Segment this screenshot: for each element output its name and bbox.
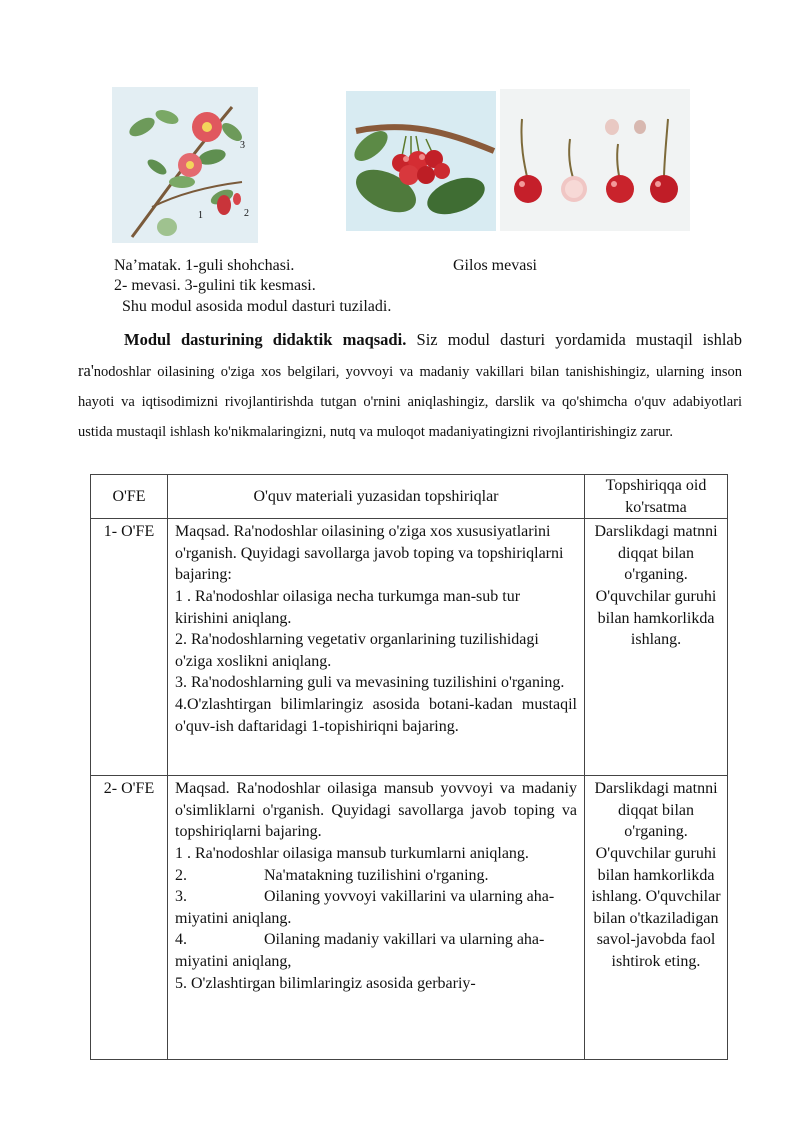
didactic-body: nodoshlar oilasining o'ziga xos belgilari, yovvoyi va madaniy vakillari bilan tanishishingiz, ularning inson hayoti va iqtisodimizni rivojlantirishda tutgan o'rnini aniqlashingiz, darslik va qo'shimcha o'quv adabiyotlari ustida mustaqil ishlash ko'nikmalaringizni, nutq va muloqot madaniyatingizni rivojlantirishingiz zarur.	[78, 364, 742, 440]
row2-task-4	[175, 929, 577, 951]
table-row	[91, 519, 728, 776]
row1-task-2: 2. Ra'nodoshlarning vegetativ organlarining tuzilishidagi o'ziga xoslikni aniqlang.	[175, 631, 539, 670]
intro-line: Shu modul asosida modul dasturi tuziladi.	[122, 298, 392, 315]
row1-task-4: 4.O'zlashtirgan bilimlaringiz asosida botani-kadan mustaqil o'quv-ish daftaridagi 1-topishiriqni bajaring.	[175, 695, 577, 735]
row2-task-4-num: 4.	[175, 931, 187, 949]
header-guide: Topshiriqqa oid ko'rsatma	[585, 475, 728, 519]
row2-task-1: 1 . Ra'nodoshlar oilasiga mansub turkumlarni aniqlang.	[175, 844, 529, 862]
row2-goal: Maqsad. Ra'nodoshlar oilasiga mansub yovvoyi va madaniy o'simliklarni o'rganish. Quyidagi savollarga javob toping va topshiriqlarni bajaring.	[175, 780, 577, 841]
row2-ofe: 2- O'FE	[91, 776, 168, 1060]
didactic-line2-start: ishlab ra'	[78, 330, 742, 380]
row2-task-3-num: 3.	[175, 888, 187, 906]
cherry-branch-illustration	[346, 91, 496, 231]
cherry-fruits-illustration	[500, 89, 690, 231]
header-tasks: O'quv materiali yuzasidan topshiriqlar	[168, 475, 585, 519]
row2-task-4-cont: miyatini aniqlang,	[175, 952, 292, 970]
row1-ofe: 1- O'FE	[91, 519, 168, 776]
didactic-lead: Siz modul dasturi yordamida mustaqil	[406, 330, 693, 349]
row2-task-3-text: Oilaning yovvoyi vakillarini va ularning aha-	[264, 888, 555, 906]
didactic-paragraph	[78, 325, 742, 447]
figure-label-3: 3	[240, 140, 245, 151]
cherry-caption: Gilos mevasi	[453, 257, 537, 274]
row2-task-3-cont: miyatini aniqlang.	[175, 909, 292, 927]
rosehip-caption-line1: Na’matak. 1-guli shohchasi.	[114, 257, 295, 274]
row2-tasks	[168, 776, 585, 1060]
row1-task-3: 3. Ra'nodoshlarning guli va mevasining tuzilishini o'rganing.	[175, 674, 565, 692]
row2-task-2-num: 2.	[175, 866, 187, 884]
task-table	[90, 474, 728, 1060]
row2-task-3	[175, 886, 577, 908]
table-header-row	[91, 475, 728, 519]
header-ofe: O'FE	[91, 475, 168, 519]
row1-task-1: 1 . Ra'nodoshlar oilasiga necha turkumga man-sub tur kirishini aniqlang.	[175, 587, 521, 627]
figure-label-2: 2	[244, 208, 249, 219]
rosehip-illustration	[112, 87, 258, 243]
row2-task-2-text: Na'matakning tuzilishini o'rganing.	[264, 866, 489, 884]
row2-task-5: 5. O'zlashtirgan bilimlaringiz asosida gerbariy-	[175, 974, 476, 992]
row2-task-2	[175, 865, 577, 887]
row1-guide: Darslikdagi matnni diqqat bilan o'rganing. O'quvchilar guruhi bilan hamkorlikda ishlang.	[585, 519, 728, 776]
table-row	[91, 776, 728, 1060]
didactic-heading: Modul dasturining didaktik maqsadi.	[124, 330, 407, 349]
rosehip-caption-line2: 2- mevasi. 3-gulini tik kesmasi.	[114, 277, 316, 294]
row2-guide: Darslikdagi matnni diqqat bilan o'rganing. O'quvchilar guruhi bilan hamkorlikda ishlang. O'quvchilar bilan o'tkaziladigan savol-javobda faol ishtirok eting.	[585, 776, 728, 1060]
row1-goal: Maqsad. Ra'nodoshlar oilasining o'ziga xos xususiyatlarini o'rganish. Quyidagi savollarga javob toping va topshiriqlarni bajaring:	[175, 523, 564, 584]
row1-tasks	[168, 519, 585, 776]
figure-label-1: 1	[198, 210, 203, 221]
row2-task-4-text: Oilaning madaniy vakillari va ularning aha-	[264, 931, 545, 949]
